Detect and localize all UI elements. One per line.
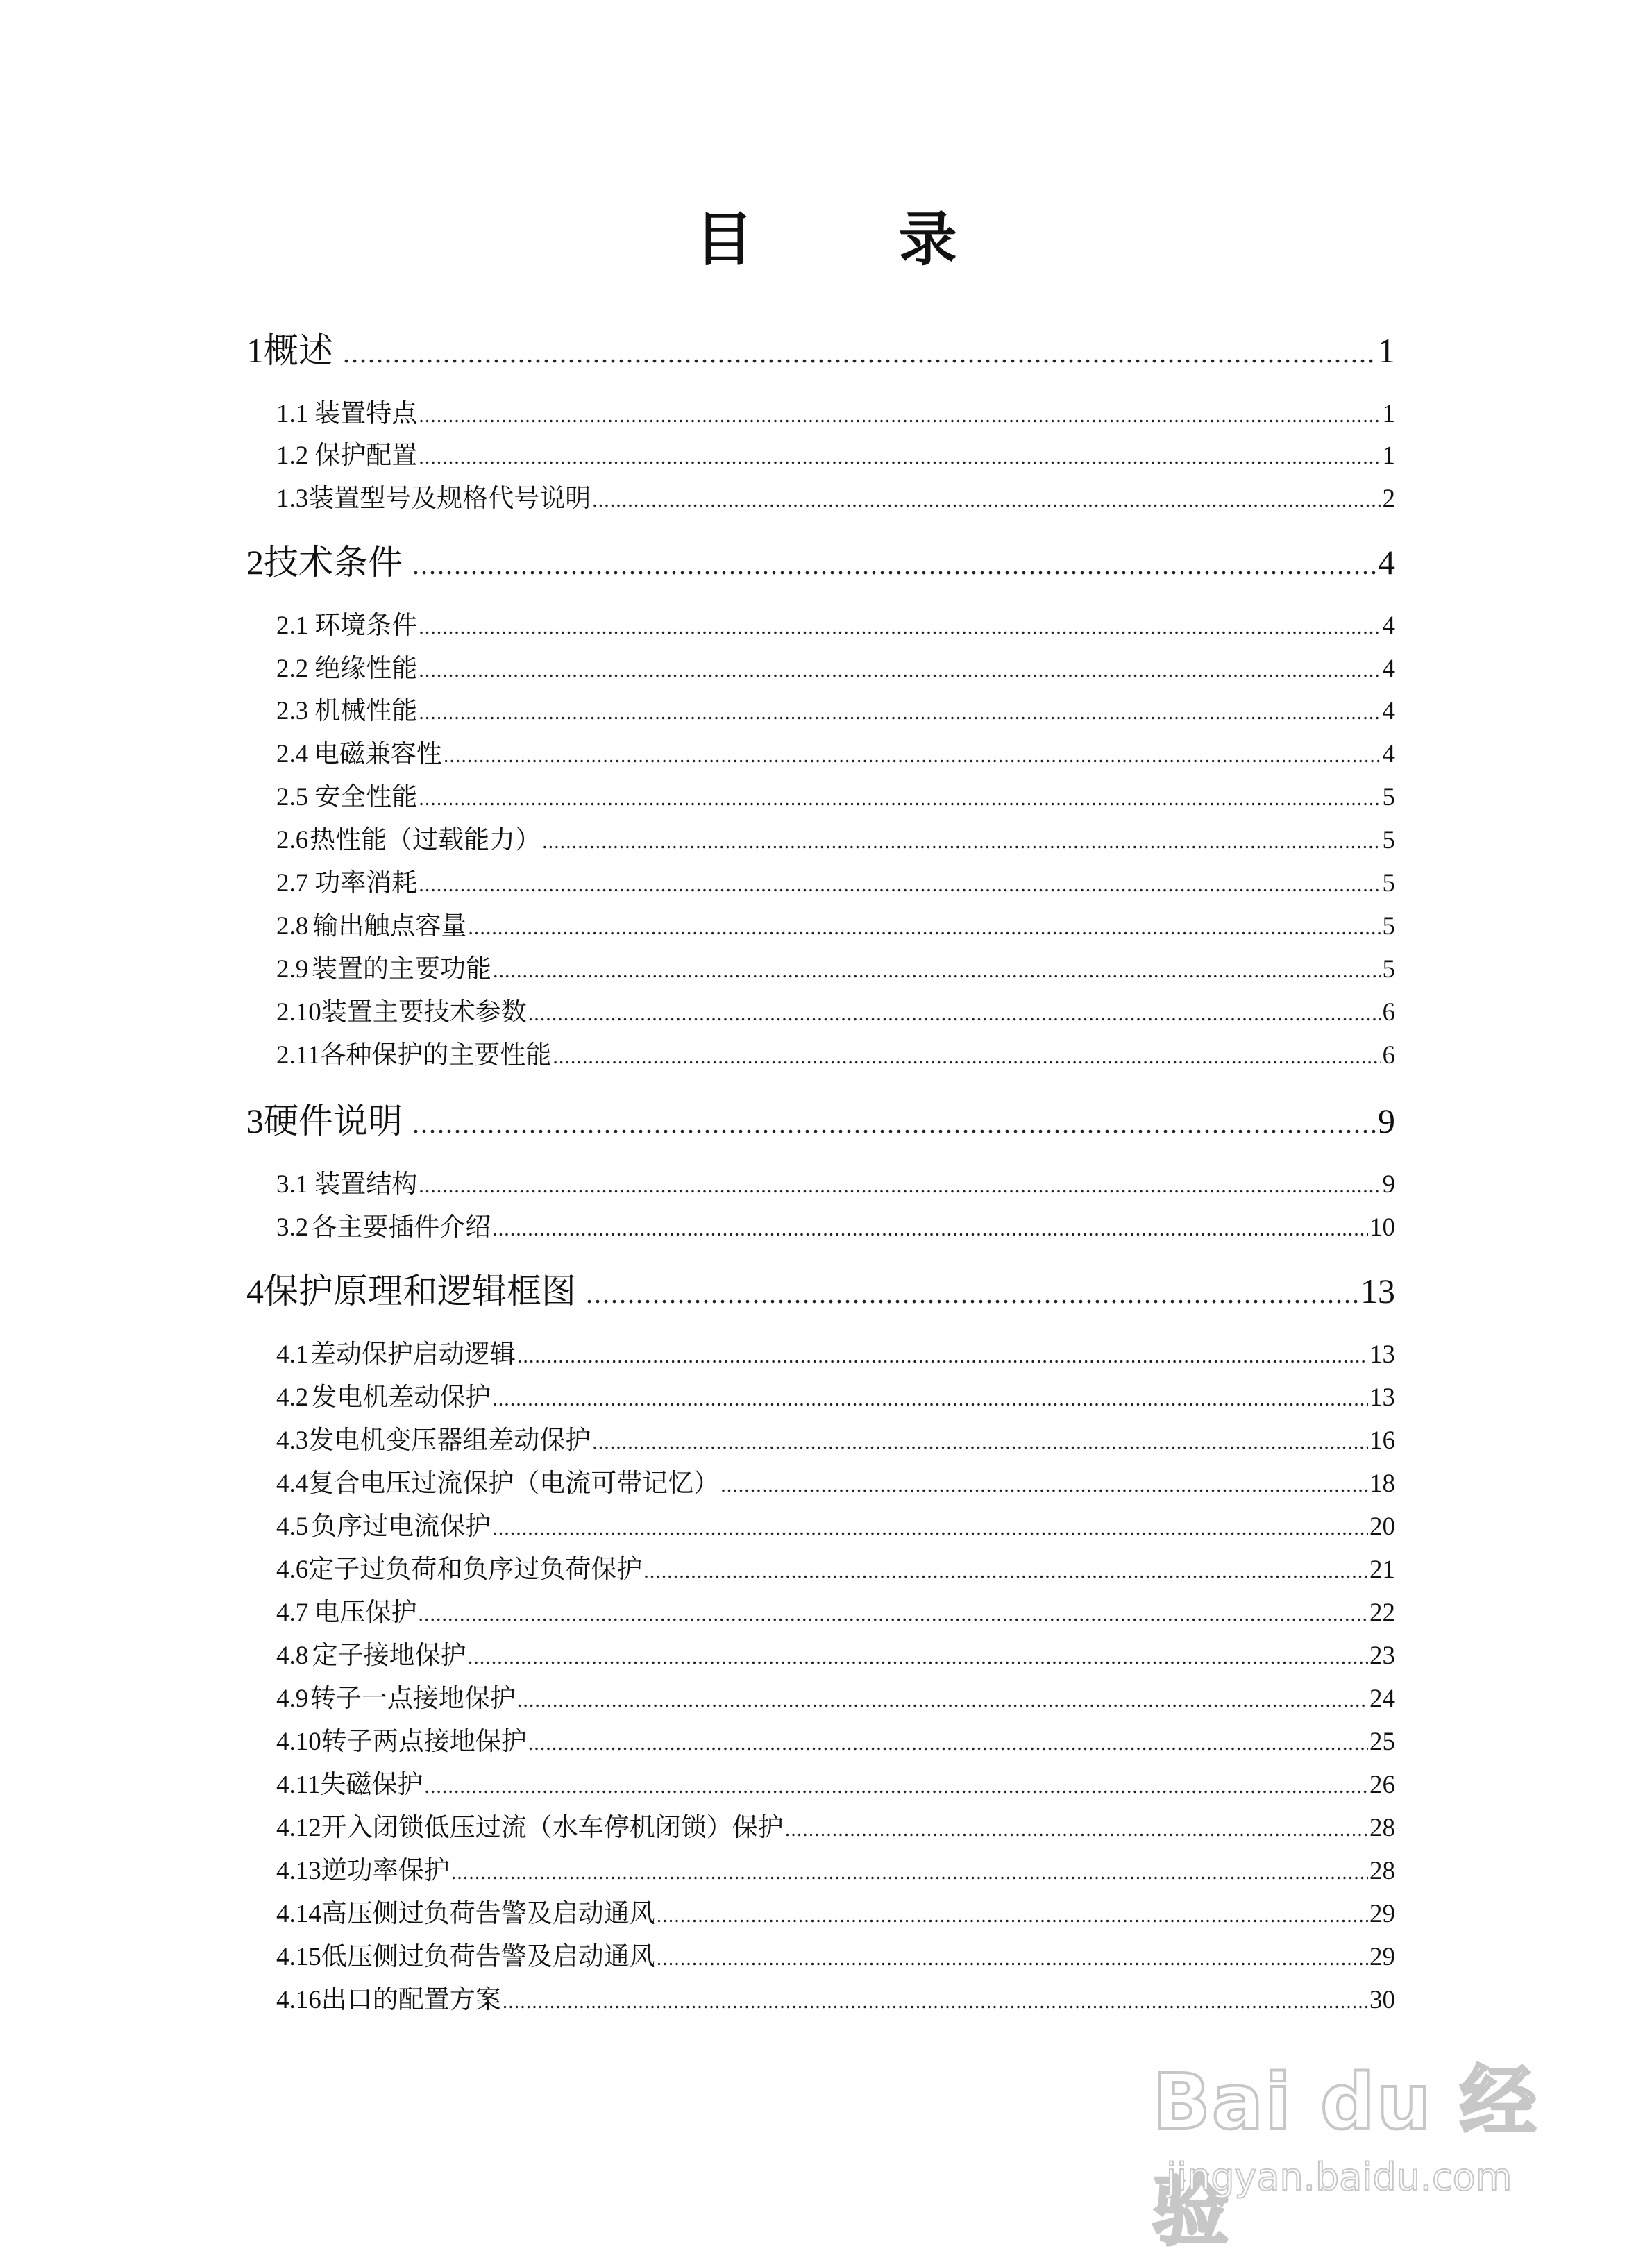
toc-entry-page-number: 13 [1369, 1340, 1395, 1369]
toc-entry-number: 4 [246, 1272, 264, 1310]
toc-entry-page-number: 30 [1369, 1986, 1395, 2014]
toc-entry-number: 4.4 [276, 1469, 309, 1498]
toc-entry-title: 装置结构 [314, 1169, 418, 1199]
toc-entry-page-number: 28 [1369, 1857, 1395, 1885]
toc-entry-title: 装置特点 [314, 398, 418, 428]
toc-dot-leader [468, 910, 1381, 946]
toc-entry-title: 开入闭锁低压过流（水车停机闭锁）保护 [321, 1812, 784, 1842]
toc-entry-page-number: 1 [1382, 400, 1395, 428]
toc-entry-number: 2.8 [276, 912, 309, 941]
toc-entry-number: 2.4 [276, 740, 309, 768]
toc-dot-leader [592, 482, 1381, 518]
toc-section-entry[interactable] [276, 1680, 1395, 1719]
toc-entry-title: 逆功率保护 [321, 1855, 450, 1885]
toc-dot-leader [553, 1039, 1381, 1075]
toc-dot-leader [643, 1553, 1368, 1589]
toc-dot-leader [542, 824, 1381, 860]
toc-dot-leader [492, 1381, 1368, 1417]
toc-entry-title: 高压侧过负荷告警及启动通风 [321, 1898, 655, 1928]
toc-entry-number: 4.2 [276, 1383, 309, 1412]
toc-entry-page-number: 20 [1369, 1512, 1395, 1541]
toc-entry-page-number: 29 [1369, 1900, 1395, 1928]
toc-entry-page-number: 23 [1369, 1642, 1395, 1670]
toc-dot-leader [419, 652, 1381, 689]
toc-entry-title: 技术条件 [264, 542, 403, 582]
toc-dot-leader [586, 1270, 1359, 1318]
toc-entry-number: 1.1 [276, 400, 309, 428]
toc-section-entry[interactable] [276, 1508, 1395, 1546]
toc-section-entry[interactable] [276, 396, 1395, 434]
toc-entry-number: 4.8 [276, 1642, 309, 1670]
toc-entry-page-number: 29 [1369, 1943, 1395, 1971]
toc-dot-leader [517, 1683, 1368, 1719]
toc-dot-leader [419, 1168, 1381, 1204]
toc-entry-title: 装置型号及规格代号说明 [308, 483, 591, 513]
toc-entry-page-number: 21 [1369, 1555, 1395, 1584]
toc-entry-page-number: 4 [1382, 612, 1395, 640]
toc-entry-number: 3 [246, 1102, 264, 1140]
toc-section-entry[interactable] [276, 1896, 1395, 1934]
toc-dot-leader [493, 953, 1381, 989]
toc-entry-title: 发电机变压器组差动保护 [308, 1425, 591, 1455]
toc-section-entry[interactable] [276, 693, 1395, 731]
toc-section-entry[interactable] [276, 1637, 1395, 1676]
toc-entry-page-number: 4 [1382, 655, 1395, 683]
toc-entry-page-number: 1 [1382, 441, 1395, 470]
toc-entry-number: 4.1 [276, 1340, 309, 1369]
toc-entry-title: 电压保护 [314, 1597, 417, 1627]
toc-entry-page-number: 5 [1382, 869, 1395, 897]
toc-entry-number: 3.2 [276, 1213, 309, 1242]
toc-entry-title: 热性能（过载能力） [310, 825, 541, 854]
toc-section-entry[interactable] [276, 908, 1395, 946]
toc-section-entry[interactable] [276, 951, 1395, 989]
toc-section-entry[interactable] [276, 1594, 1395, 1633]
toc-entry-title: 装置的主要功能 [311, 954, 491, 984]
toc-dot-leader [657, 1898, 1368, 1934]
toc-dot-leader [412, 1099, 1376, 1148]
toc-dot-leader [785, 1812, 1368, 1848]
toc-entry-number: 4.9 [276, 1685, 309, 1713]
toc-entry-number: 3.1 [276, 1170, 309, 1199]
toc-dot-leader [492, 1510, 1368, 1546]
toc-section-entry[interactable] [276, 1422, 1395, 1460]
toc-chapter-entry[interactable] [246, 1097, 1395, 1148]
toc-entry-number: 4.3 [276, 1426, 309, 1455]
toc-entry-title: 转子两点接地保护 [321, 1726, 527, 1756]
toc-entry-title: 差动保护启动逻辑 [310, 1339, 516, 1369]
toc-dot-leader [419, 695, 1381, 731]
toc-dot-leader [517, 1338, 1368, 1374]
toc-section-entry[interactable] [276, 1810, 1395, 1848]
toc-dot-leader [468, 1639, 1368, 1676]
toc-entry-page-number: 13 [1360, 1272, 1395, 1310]
toc-entry-number: 2.9 [276, 955, 309, 984]
toc-dot-leader [419, 609, 1381, 646]
toc-dot-leader [424, 1769, 1368, 1805]
toc-dot-leader [528, 1726, 1368, 1762]
toc-entry-page-number: 1 [1378, 331, 1395, 370]
page-title: 目 录 [695, 205, 1020, 273]
toc-entry-number: 2.10 [276, 998, 321, 1027]
baidu-jingyan-watermark [1152, 2013, 1583, 2256]
toc-entry-page-number: 4 [1382, 740, 1395, 768]
toc-entry-number: 1.3 [276, 484, 309, 513]
toc-entry-page-number: 9 [1378, 1102, 1395, 1140]
toc-entry-title: 绝缘性能 [314, 653, 418, 683]
toc-entry-page-number: 5 [1382, 912, 1395, 941]
toc-entry-number: 2.11 [276, 1041, 321, 1070]
toc-section-entry[interactable] [276, 1723, 1395, 1762]
toc-entry-number: 4.16 [276, 1986, 321, 2014]
toc-entry-number: 2.1 [276, 612, 309, 640]
toc-entry-title: 定子过负荷和负序过负荷保护 [308, 1554, 643, 1584]
toc-dot-leader [444, 738, 1381, 774]
toc-entry-page-number: 5 [1382, 826, 1395, 854]
toc-entry-number: 2.5 [276, 783, 309, 811]
toc-section-entry[interactable] [276, 1551, 1395, 1589]
toc-entry-number: 4.10 [276, 1728, 321, 1756]
toc-entry-title: 概述 [264, 330, 333, 371]
toc-section-entry[interactable] [276, 480, 1395, 518]
toc-section-entry[interactable] [276, 1939, 1395, 1977]
toc-entry-page-number: 6 [1382, 998, 1395, 1027]
toc-dot-leader [419, 867, 1381, 903]
toc-dot-leader [419, 1596, 1368, 1633]
toc-section-entry[interactable] [276, 1209, 1395, 1247]
toc-entry-page-number: 5 [1382, 783, 1395, 811]
toc-entry-number: 4.5 [276, 1512, 309, 1541]
toc-entry-number: 4.12 [276, 1814, 321, 1842]
toc-entry-number: 1 [246, 331, 264, 370]
toc-entry-title: 保护配置 [314, 440, 418, 470]
toc-dot-leader [419, 439, 1381, 475]
toc-entry-title: 装置主要技术参数 [321, 997, 527, 1027]
toc-section-entry[interactable] [276, 822, 1395, 860]
toc-entry-page-number: 28 [1369, 1814, 1395, 1842]
toc-entry-page-number: 10 [1369, 1213, 1395, 1242]
toc-section-entry[interactable] [276, 650, 1395, 689]
toc-entry-title: 功率消耗 [314, 868, 418, 897]
toc-entry-title: 出口的配置方案 [321, 1984, 501, 2014]
toc-entry-title: 保护原理和逻辑框图 [264, 1271, 576, 1311]
toc-entry-title: 机械性能 [314, 695, 418, 725]
toc-entry-number: 1.2 [276, 441, 309, 470]
toc-dot-leader [419, 781, 1381, 817]
toc-entry-number: 2.2 [276, 655, 309, 683]
toc-entry-number: 4.7 [276, 1599, 309, 1627]
toc-entry-number: 2.6 [276, 826, 309, 854]
toc-entry-title: 各主要插件介绍 [311, 1212, 491, 1242]
toc-entry-title: 定子接地保护 [312, 1640, 466, 1670]
toc-entry-page-number: 4 [1378, 543, 1395, 582]
toc-entry-page-number: 2 [1382, 484, 1395, 513]
toc-entry-page-number: 13 [1369, 1383, 1395, 1412]
toc-entry-page-number: 24 [1369, 1685, 1395, 1713]
toc-entry-number: 2.7 [276, 869, 309, 897]
toc-entry-title: 负序过电流保护 [311, 1511, 491, 1541]
toc-entry-title: 失磁保护 [320, 1769, 423, 1799]
toc-section-entry[interactable] [276, 1766, 1395, 1805]
toc-entry-title: 低压侧过负荷告警及启动通风 [321, 1941, 655, 1971]
toc-entry-number: 4.13 [276, 1857, 321, 1885]
toc-section-entry[interactable] [276, 994, 1395, 1032]
toc-section-entry[interactable] [276, 1166, 1395, 1204]
toc-entry-title: 电磁兼容性 [313, 739, 442, 768]
toc-entry-page-number: 16 [1369, 1426, 1395, 1455]
toc-section-entry[interactable] [276, 779, 1395, 817]
toc-entry-number: 4.15 [276, 1943, 321, 1971]
toc-section-entry[interactable] [276, 437, 1395, 475]
toc-entry-number: 4.14 [276, 1900, 321, 1928]
toc-section-entry[interactable] [276, 1336, 1395, 1374]
toc-chapter-entry[interactable] [246, 326, 1395, 378]
toc-dot-leader [343, 329, 1376, 378]
toc-chapter-entry[interactable] [246, 538, 1395, 589]
toc-entry-title: 转子一点接地保护 [310, 1683, 516, 1713]
toc-entry-title: 复合电压过流保护（电流可带记忆） [308, 1468, 720, 1498]
toc-dot-leader [657, 1941, 1368, 1977]
toc-entry-title: 硬件说明 [264, 1101, 403, 1141]
toc-dot-leader [412, 541, 1376, 589]
toc-section-entry[interactable] [276, 1465, 1395, 1503]
toc-dot-leader [419, 398, 1381, 434]
toc-entry-number: 2 [246, 543, 264, 582]
toc-entry-page-number: 5 [1382, 955, 1395, 984]
toc-entry-title: 安全性能 [314, 782, 418, 811]
toc-dot-leader [528, 996, 1381, 1032]
toc-section-entry[interactable] [276, 607, 1395, 646]
toc-dot-leader [592, 1424, 1368, 1460]
toc-entry-page-number: 26 [1369, 1771, 1395, 1799]
toc-entry-number: 4.6 [276, 1555, 309, 1584]
toc-dot-leader [492, 1211, 1368, 1247]
toc-section-entry[interactable] [276, 1379, 1395, 1417]
watermark-logo: Bai du 经验 [1152, 2057, 1538, 2256]
toc-entry-title: 输出触点容量 [312, 911, 467, 941]
toc-entry-number: 4.11 [276, 1771, 321, 1799]
toc-section-entry[interactable] [276, 1853, 1395, 1891]
toc-section-entry[interactable] [276, 1037, 1395, 1075]
toc-entry-page-number: 9 [1382, 1170, 1395, 1199]
toc-section-entry[interactable] [276, 865, 1395, 903]
toc-entry-page-number: 6 [1382, 1041, 1395, 1070]
toc-dot-leader [720, 1467, 1368, 1503]
toc-entry-title: 环境条件 [314, 610, 418, 640]
toc-dot-leader [451, 1855, 1368, 1891]
toc-entry-page-number: 18 [1369, 1469, 1395, 1498]
toc-entry-page-number: 25 [1369, 1728, 1395, 1756]
toc-entry-page-number: 22 [1369, 1599, 1395, 1627]
toc-entry-title: 发电机差动保护 [311, 1382, 491, 1412]
toc-section-entry[interactable] [276, 736, 1395, 774]
toc-entry-page-number: 4 [1382, 697, 1395, 725]
watermark-url: jingyan.baidu.com [1166, 2155, 1512, 2199]
toc-entry-number: 2.3 [276, 697, 309, 725]
toc-chapter-entry[interactable] [246, 1267, 1395, 1318]
toc-entry-title: 各种保护的主要性能 [320, 1040, 552, 1070]
